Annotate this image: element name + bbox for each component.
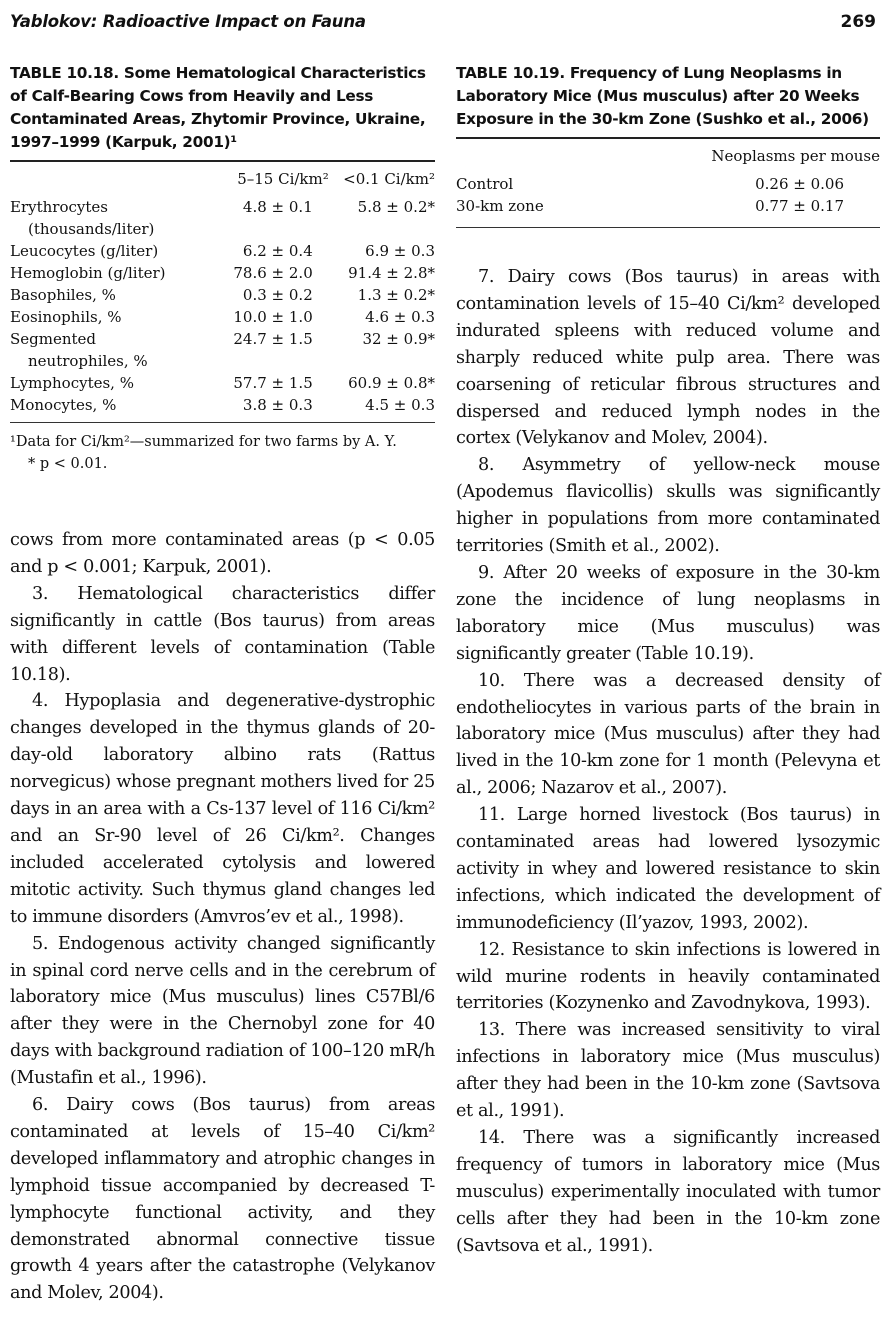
paragraph: 9. After 20 weeks of exposure in the 30-km zone the incidence of lung neoplasms in laboratory mice (Mus musculus) was significantly greater (Table 10.19). — [456, 562, 880, 664]
paragraph: 8. Asymmetry of yellow-neck mouse (Apodemus flavicollis) skulls was significantly higher in populations from more contaminated territories (Smith et al., 2002). — [456, 455, 880, 557]
value-high: 78.6 ± 2.0 — [233, 264, 313, 282]
row-name: Lymphocytes, % — [10, 374, 134, 392]
paragraph: 3. Hematological characteristics differ significantly in cattle (Bos taurus) from areas with different levels of contamination (Table 10.18). — [10, 583, 435, 685]
paragraph: 4. Hypoplasia and degenerative-dystrophic changes developed in the thymus glands of 20-day-old laboratory albino rats (Rattus norvegicus) whose pregnant mothers lived for 25 days in an area with a Cs-137 level of 116 Ci/km² and an Sr-90 level of 26 Ci/km². Changes included accelerated cytolysis and lowered mitotic activity. Such thymus gland changes led to immune disorders (Amvros’ev et al., 1998). — [10, 691, 435, 927]
table-row — [10, 262, 435, 284]
page-number: 269 — [840, 12, 876, 32]
table-10-19-body — [456, 173, 880, 217]
row-name: Leucocytes (g/liter) — [10, 242, 159, 260]
row-subname: neutrophiles, % — [28, 352, 148, 370]
row-label — [10, 262, 210, 284]
table-10-18-caption — [10, 62, 435, 154]
row-value: 0.26 ± 0.06 — [755, 175, 844, 193]
row-label: 30-km zone — [456, 197, 544, 215]
row-label — [10, 284, 210, 306]
value-low: 4.5 ± 0.3 — [365, 396, 435, 414]
paragraph: 7. Dairy cows (Bos taurus) in areas with contamination levels of 15–40 Ci/km² developed indurated spleens with reduced volume and sharply reduced white pulp area. There was coarsening of reticular fibrous structures and dispersed and reduced lymph nodes in the cortex (Velykanov and Molev, 2004). — [456, 267, 880, 449]
table-10-18 — [10, 162, 435, 416]
table-10-18-label: TABLE 10.18. — [10, 64, 119, 82]
col-header-high: 5–15 Ci/km² — [237, 170, 329, 188]
value-high: 57.7 ± 1.5 — [233, 374, 313, 392]
paragraph: 5. Endogenous activity changed significantly in spinal cord nerve cells and in the cerebrum of laboratory mice (Mus musculus) lines C57Bl/6 after they were in the Chernobyl zone for 40 days with background radiation of 100–120 mR/h (Mustafin et al., 1996). — [10, 933, 435, 1089]
value-low: 4.6 ± 0.3 — [365, 308, 435, 326]
table-10-18-caption-text: Some Hematological Characteristics of Calf-Bearing Cows from Heavily and Less Contaminated Areas, Zhytomir Province, Ukraine, 1997–1999 (Karpuk, 2001)¹ — [10, 64, 426, 151]
row-label — [10, 306, 210, 328]
value-high: 3.8 ± 0.3 — [242, 396, 313, 414]
table-10-19-label: TABLE 10.19. — [456, 64, 565, 82]
row-label — [10, 328, 210, 372]
table-row — [456, 195, 880, 217]
row-name: Erythrocytes — [10, 198, 108, 216]
table-row — [10, 394, 435, 416]
table-10-18-body — [10, 196, 435, 416]
paragraph: 13. There was increased sensitivity to viral infections in laboratory mice (Mus musculus) after they had been in the 10-km zone (Savtsova et al., 1991). — [456, 1020, 880, 1122]
value-low: 60.9 ± 0.8* — [348, 374, 435, 392]
col-header-low: <0.1 Ci/km² — [343, 170, 435, 188]
value-high: 4.8 ± 0.1 — [242, 198, 313, 216]
table-row — [10, 240, 435, 262]
row-label — [10, 240, 210, 262]
paragraph: 6. Dairy cows (Bos taurus) from areas contaminated at levels of 15–40 Ci/km² developed inflammatory and atrophic changes in lymphoid tissue accompanied by decreased T-lymphocyte functional activity, and they demonstrated abnormal connective tissue growth 4 years after the catastrophe (Velykanov and Molev, 2004). — [10, 1095, 435, 1304]
row-subname: (thousands/liter) — [28, 220, 155, 238]
row-label — [10, 372, 210, 394]
value-low: 32 ± 0.9* — [362, 330, 435, 348]
table-row — [10, 328, 435, 372]
footnote-2: * p < 0.01. — [28, 456, 108, 472]
left-column — [10, 62, 435, 1307]
running-title: Yablokov: Radioactive Impact on Fauna — [10, 12, 366, 31]
table-row — [10, 372, 435, 394]
value-high: 0.3 ± 0.2 — [242, 286, 313, 304]
col-header-neoplasms: Neoplasms per mouse — [711, 147, 880, 165]
running-header — [10, 10, 878, 40]
table-row — [10, 196, 435, 240]
table-row — [456, 173, 880, 195]
paragraph: cows from more contaminated areas (p < 0.05 and p < 0.001; Karpuk, 2001). — [10, 530, 435, 577]
paragraph: 11. Large horned livestock (Bos taurus) in contaminated areas had lowered lysozymic activity in whey and lowered resistance to skin infections, which indicated the development of immunodeficiency (Il’yazov, 1993, 2002). — [456, 805, 880, 933]
table-row — [10, 306, 435, 328]
value-high: 24.7 ± 1.5 — [233, 330, 313, 348]
row-name: Hemoglobin (g/liter) — [10, 264, 166, 282]
value-low: 91.4 ± 2.8* — [348, 264, 435, 282]
paragraph: 10. There was a decreased density of endotheliocytes in various parts of the brain in laboratory mice (Mus musculus) after they had lived in the 10-km zone for 1 month (Pelevyna et al., 2006; Nazarov et al., 2007). — [456, 670, 880, 799]
row-name: Basophiles, % — [10, 286, 116, 304]
row-name: Segmented — [10, 330, 97, 348]
paragraph: 14. There was a significantly increased frequency of tumors in laboratory mice (Mus musculus) experimentally inoculated with tumor cells after they had been in the 10-km zone (Savtsova et al., 1991). — [456, 1128, 880, 1256]
row-label: Control — [456, 175, 514, 193]
table-10-19-caption — [456, 62, 880, 131]
table-10-19 — [456, 139, 880, 217]
row-label — [10, 394, 210, 416]
row-label — [10, 196, 210, 240]
value-high: 10.0 ± 1.0 — [233, 308, 313, 326]
row-name: Monocytes, % — [10, 396, 117, 414]
value-low: 5.8 ± 0.2* — [357, 198, 435, 216]
row-value: 0.77 ± 0.17 — [755, 197, 844, 215]
paragraph: 12. Resistance to skin infections is lowered in wild murine rodents in heavily contaminated territories (Kozynenko and Zavodnykova, 1993). — [456, 939, 880, 1014]
row-name: Eosinophils, % — [10, 308, 122, 326]
right-body-text — [456, 264, 880, 1260]
value-low: 6.9 ± 0.3 — [365, 242, 435, 260]
right-column — [456, 62, 880, 1260]
table-row — [10, 284, 435, 306]
value-low: 1.3 ± 0.2* — [357, 286, 435, 304]
left-body-text — [10, 527, 435, 1307]
table-10-19-caption-text: Frequency of Lung Neoplasms in Laboratory Mice (Mus musculus) after 20 Weeks Exposure in the 30-km Zone (Sushko et al., 2006) — [456, 64, 869, 128]
value-high: 6.2 ± 0.4 — [242, 242, 313, 260]
footnote-1: ¹Data for Ci/km²—summarized for two farms by A. Y. — [10, 434, 397, 450]
